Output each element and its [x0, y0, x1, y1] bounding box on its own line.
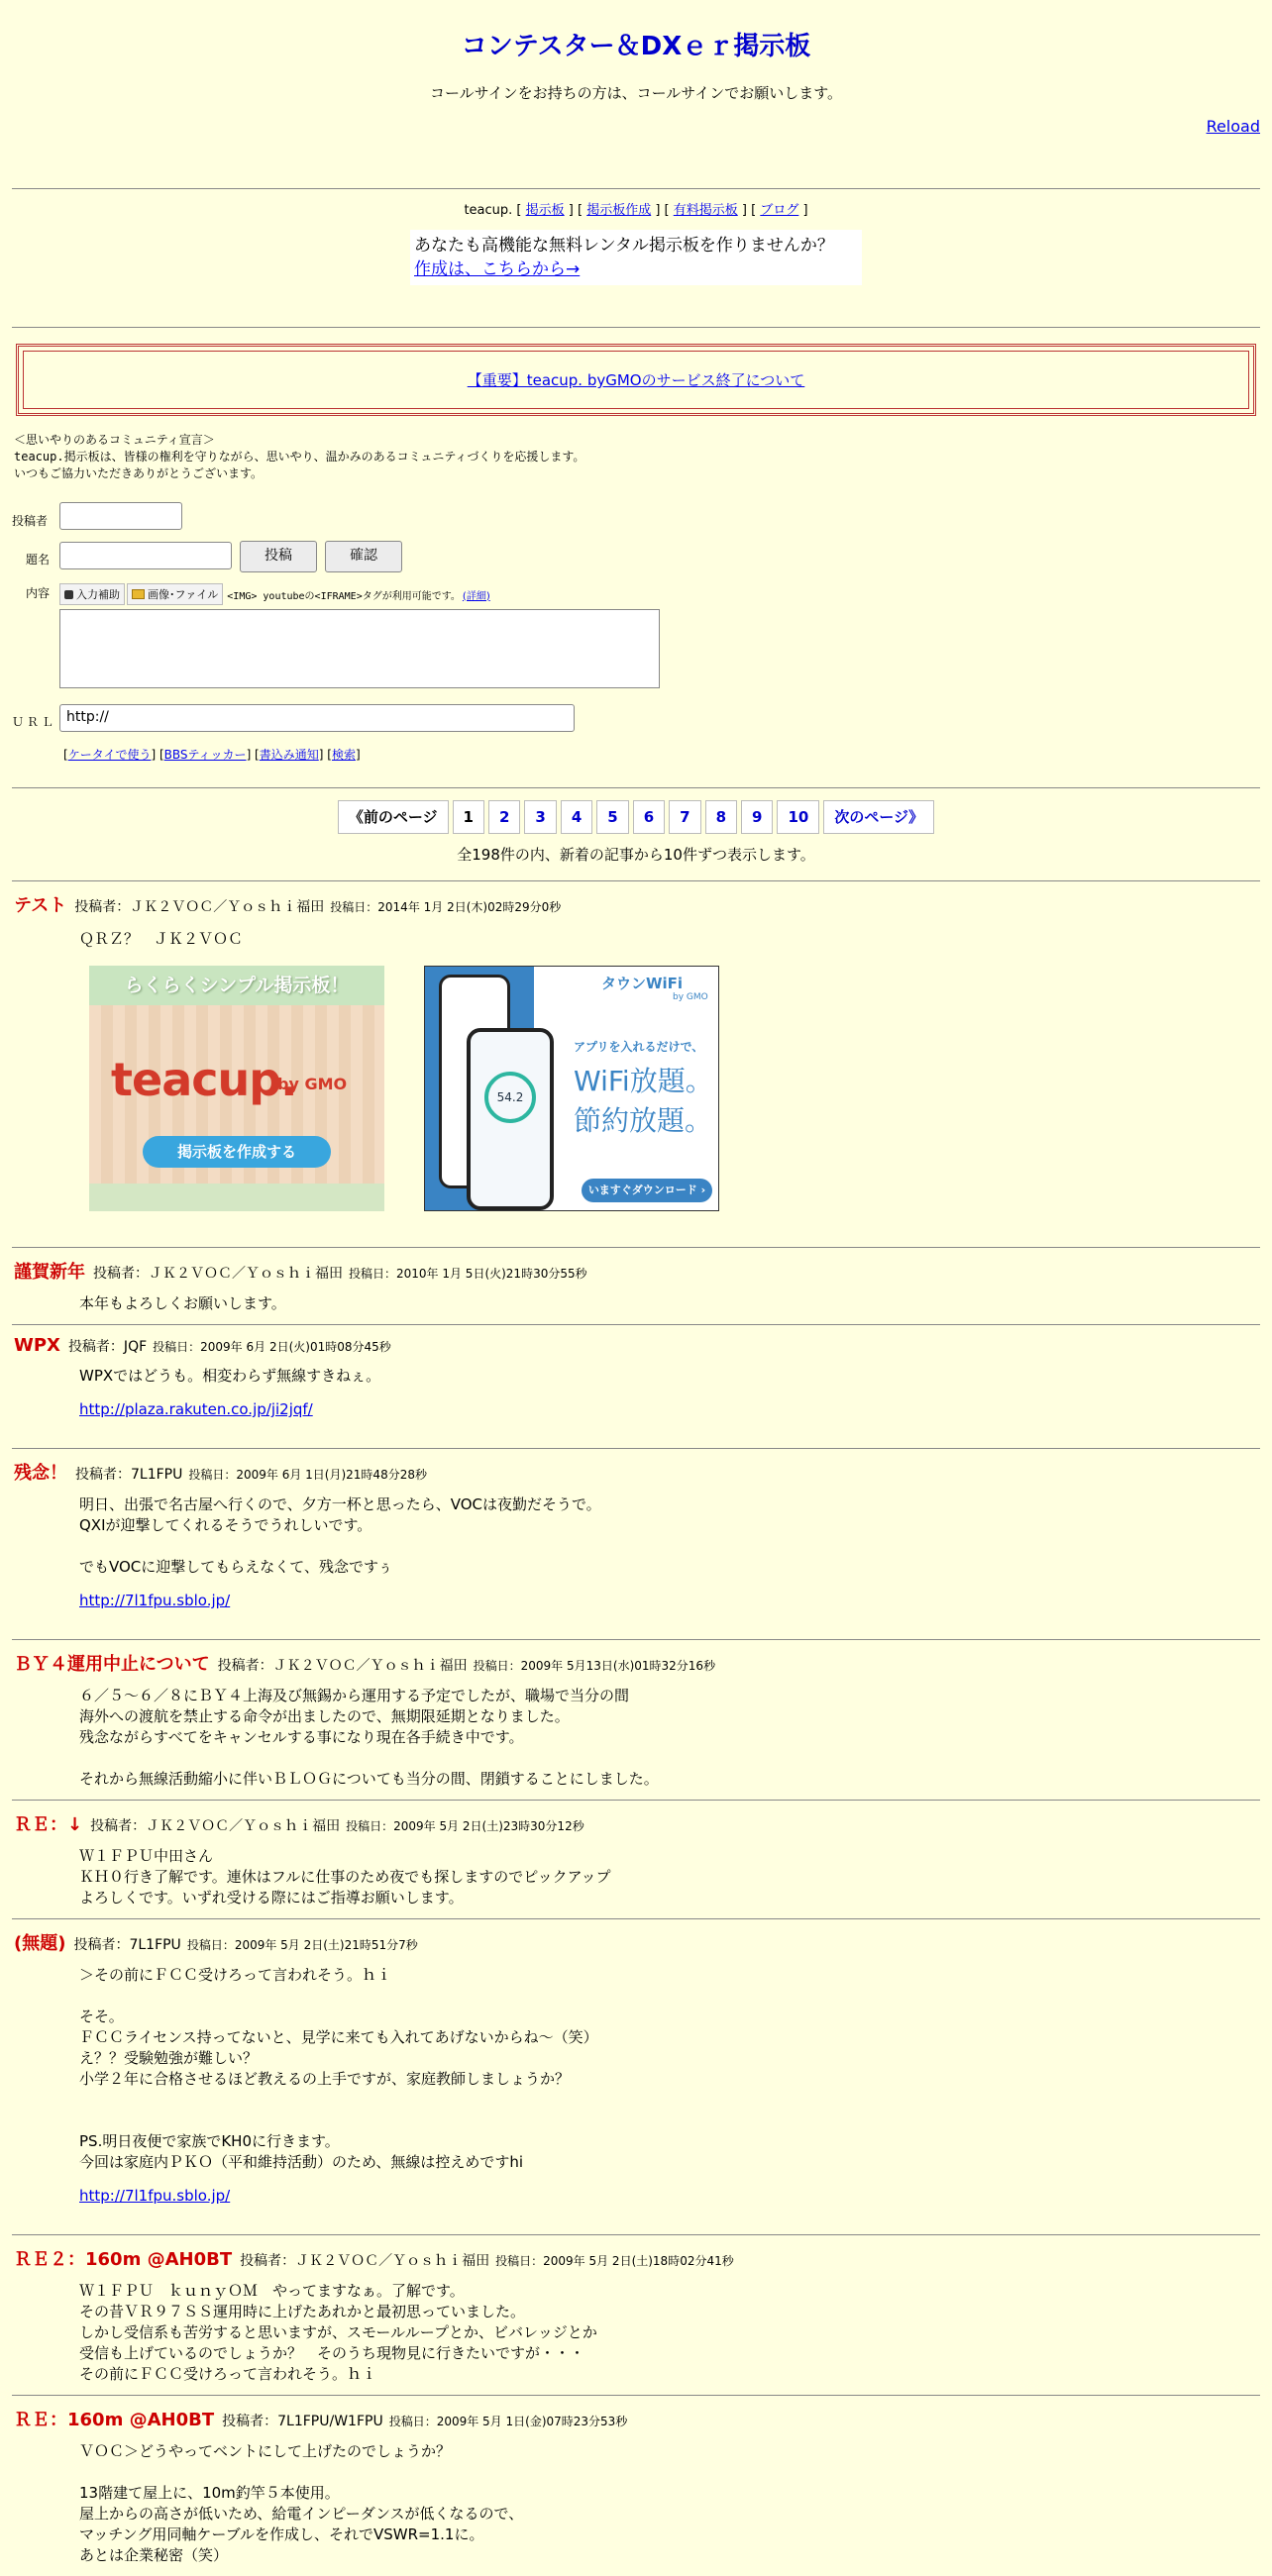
post-body: ＱＲＺ？ ＪＫ２ＶＯＣ	[79, 930, 244, 948]
form-links: [ケータイで使う] [BBSティッカー] [書込み通知] [検索]	[63, 748, 361, 762]
post-author: 投稿者：ＪＫ２ＶＯＣ／Ｙｏｓｈｉ福田	[217, 1658, 468, 1674]
post	[0, 881, 1272, 1247]
declaration-body	[14, 449, 1272, 465]
notify-link[interactable]: 書込み通知	[259, 748, 319, 762]
post-author: 投稿者：7L1FPU	[75, 1467, 183, 1483]
subject-label: 題名	[26, 553, 51, 567]
post-body: WPXではどうも。相変わらず無線すきねぇ。	[79, 1367, 381, 1385]
post-title: ＲＥ：160m @AH0BT	[14, 2410, 215, 2430]
content-textarea[interactable]	[59, 609, 660, 688]
confirm-button[interactable]: 確認	[325, 541, 402, 572]
folder-icon	[132, 589, 145, 599]
post-title: 謹賀新年	[14, 1262, 85, 1283]
declaration-text: 掲示板は、皆様の権利を守りながら、思いやり、温かみのあるコミュニティづくりを応援します。	[63, 450, 585, 464]
author-input[interactable]	[59, 502, 182, 530]
banner-headline: らくらくシンプル掲示板！	[89, 966, 384, 1005]
subject-input[interactable]	[59, 542, 232, 569]
notice-link[interactable]: 【重要】teacup. byGMOのサービス終了について	[467, 371, 805, 389]
post-date: 投稿日：2009年 5月 2日(土)18時02分41秒	[495, 2254, 734, 2268]
post-header	[14, 1459, 1258, 1485]
post	[0, 1449, 1272, 1639]
post-link[interactable]: http://7l1fpu.sblo.jp/	[79, 1592, 231, 1609]
post-title: ＲＥ：↓	[14, 1814, 83, 1835]
editor-toolbar	[59, 583, 490, 605]
next-page-button[interactable]: 次のページ》	[823, 800, 934, 834]
page-6[interactable]: 6	[633, 800, 665, 834]
download-button[interactable]: いますぐダウンロード ›	[582, 1179, 712, 1202]
banner-line-2: WiFi放題。	[574, 1065, 713, 1097]
page-9[interactable]: 9	[741, 800, 773, 834]
declaration-thanks: いつもご協力いただきありがとうございます。	[14, 466, 264, 480]
post	[0, 1325, 1272, 1448]
post-author: 投稿者：7L1FPU	[73, 1937, 181, 1953]
post-link[interactable]: http://plaza.rakuten.co.jp/ji2jqf/	[79, 1400, 313, 1418]
post-title: (無題)	[14, 1933, 66, 1954]
page-10[interactable]: 10	[777, 800, 819, 834]
prev-page-button[interactable]: 《前のページ	[338, 800, 449, 834]
post-title: ＢＹ４運用中止について	[14, 1654, 210, 1675]
author-label: 投稿者	[12, 514, 49, 528]
site-name: teacup.	[464, 203, 513, 218]
post-title: ＲＥ２：160m @AH0BT	[14, 2249, 233, 2270]
detail-link[interactable]: (詳細)	[462, 590, 490, 602]
banner-row	[89, 966, 1258, 1211]
reload-link[interactable]: Reload	[1206, 117, 1260, 136]
post-body: Ｗ１ＦＰＵ中田さん ＫＨ０行き了解です。連休はフルに仕事のため夜でも探しますのでピックアップ よろしくです。いずれ受ける際にはご指導お願いします。	[79, 1847, 611, 1906]
post-body: Ｗ１ＦＰＵ ｋｕｎｙＯＭ やってますなぁ。了解です。 その昔ＶＲ９７ＳＳ運用時に上げたあれかと最初思っていました。 しかし受信系も苦労すると思いますが、スモールループとか、ビバレッジとか 受信も上げているのでしょうか？ そのうち現物見に行きたいですが・・・ その前にＦＣＣ受けろって言われそう。ｈｉ	[79, 2282, 597, 2383]
nav-bbs-link[interactable]: 掲示板	[525, 203, 565, 218]
post-title: 残念！	[14, 1463, 67, 1484]
ad-box	[410, 230, 862, 285]
post-author: 投稿者：JQF	[67, 1339, 148, 1355]
post-form	[0, 482, 1272, 799]
create-board-button[interactable]: 掲示板を作成する	[143, 1136, 331, 1168]
post-header	[14, 1258, 1258, 1284]
post-date: 投稿日：2009年 6月 2日(火)01時08分45秒	[153, 1340, 391, 1354]
page-subtitle: コールサインをお持ちの方は、コールサインでお願いします。	[429, 84, 843, 102]
post-author: 投稿者：ＪＫ２ＶＯＣ／Ｙｏｓｈｉ福田	[240, 2253, 490, 2269]
tag-note: <IMG> youtubeの<IFRAME>タグが利用可能です。	[227, 590, 461, 602]
post-title: WPX	[14, 1335, 60, 1356]
teacup-logo: teacup.	[111, 1053, 297, 1106]
page-2[interactable]: 2	[488, 800, 520, 834]
page-3[interactable]: 3	[524, 800, 556, 834]
search-link[interactable]: 検索	[331, 748, 356, 762]
input-assist-button[interactable]	[59, 583, 125, 605]
page-1[interactable]: 1	[453, 800, 484, 834]
post-body: ＶＯＣ＞どうやってベントにして上げたのでしょうか？ 13階建て屋上に、10m釣竿５本使用。 屋上からの高さが低いため、給電インピーダンスが低くなるので、 マッチング用同軸ケーブルを作成し、それでVSWR=1.1に。 あとは企業秘密（笑）	[79, 2442, 524, 2564]
notice-box	[16, 344, 1256, 416]
post-body: ６／５～６／８にＢＹ４上海及び無錫から運用する予定でしたが、職場で当分の間 海外への渡航を禁止する命令が出ましたので、無期限延期となりました。 残念ながらすべてをキャンセルする事になり現在各手続き中です。 それから無線活動縮小に伴いＢＬＯＧについても当分の間、閉鎖することにしました。	[79, 1687, 659, 1788]
nav-blog-link[interactable]: ブログ	[760, 203, 799, 218]
ticker-link[interactable]: BBSティッカー	[163, 748, 247, 762]
post-title: テスト	[14, 895, 67, 916]
page-7[interactable]: 7	[669, 800, 700, 834]
post-author: 投稿者：ＪＫ２ＶＯＣ／Ｙｏｓｈｉ福田	[90, 1818, 341, 1834]
post-body: ＞その前にＦＣＣ受けろって言われそう。ｈｉ そそ。 ＦＣＣライセンス持ってないと、見学に来ても入れてあげないからね～（笑） え？？受験勉強が難しい？ 小学２年に合格させるほど教えるの上手ですが、家庭教師しましょうか？ PS.明日夜便で家族でKH0に行きます。 今回は家庭内ＰＫＯ（平和維持活動）のため、無線は控えめですhi	[79, 1966, 598, 2171]
post-header	[14, 1650, 1258, 1676]
post-link[interactable]: http://7l1fpu.sblo.jp/	[79, 2187, 231, 2205]
content-label: 内容	[26, 586, 51, 600]
post-header	[14, 1335, 1258, 1356]
post-date: 投稿日：2009年 5月 2日(土)23時30分12秒	[346, 1819, 584, 1833]
image-file-button[interactable]	[127, 583, 223, 605]
post-header	[14, 891, 1258, 917]
post	[0, 2235, 1272, 2395]
townwifi-brand: タウンWiFi	[601, 975, 684, 992]
post-date: 投稿日：2009年 5月 1日(金)07時23分53秒	[388, 2415, 628, 2428]
post-date: 投稿日：2009年 5月13日(水)01時32分16秒	[473, 1659, 716, 1673]
url-input[interactable]: http://	[59, 704, 575, 732]
page-5[interactable]: 5	[596, 800, 628, 834]
post-body: 本年もよろしくお願いします。	[79, 1294, 286, 1312]
post	[0, 1640, 1272, 1800]
post-date: 投稿日：2014年 1月 2日(木)02時29分0秒	[330, 900, 562, 914]
speed-gauge: 54.2	[484, 1072, 536, 1123]
post-author: 投稿者：7L1FPU/W1FPU	[222, 2414, 383, 2429]
post-date: 投稿日：2010年 1月 5日(火)21時30分55秒	[349, 1267, 587, 1281]
post	[0, 2396, 1272, 2576]
image-file-label: 画像･ファイル	[148, 588, 219, 601]
divider	[12, 327, 1260, 328]
post-header	[14, 2245, 1258, 2271]
url-label: ＵＲＬ	[12, 715, 57, 729]
post-header	[14, 1929, 1258, 1955]
ad-create-link[interactable]: 作成は、こちらから→	[414, 259, 581, 279]
banner-line-1: アプリを入れるだけで、	[574, 1040, 704, 1054]
townwifi-brand-sub: by GMO	[673, 992, 708, 1002]
page-8[interactable]: 8	[705, 800, 737, 834]
post-date: 投稿日：2009年 5月 2日(土)21時51分7秒	[186, 1938, 418, 1952]
post-author: 投稿者：ＪＫ２ＶＯＣ／Ｙｏｓｈｉ福田	[74, 899, 325, 915]
mobile-link[interactable]: ケータイで使う	[67, 748, 152, 762]
lock-icon	[64, 590, 73, 599]
declaration-site: teacup.	[14, 450, 64, 464]
phone-front-image	[467, 1028, 554, 1210]
post-date: 投稿日：2009年 6月 1日(月)21時48分28秒	[188, 1468, 427, 1482]
banner-line-3: 節約放題。	[574, 1104, 713, 1137]
pagination	[0, 800, 1272, 834]
page-4[interactable]: 4	[561, 800, 592, 834]
post-header	[14, 1810, 1258, 1836]
top-nav: teacup. [ 掲示板 ] [ 掲示板作成 ] [ 有料掲示板 ] [ ブログ ]	[464, 203, 808, 218]
divider	[12, 188, 1260, 189]
nav-paid-link[interactable]: 有料掲示板	[673, 203, 738, 218]
post-author: 投稿者：ＪＫ２ＶＯＣ／Ｙｏｓｈｉ福田	[93, 1266, 343, 1282]
input-assist-label: 入力補助	[76, 588, 120, 601]
page-title: コンテスター＆DXｅｒ掲示板	[461, 32, 811, 61]
teacup-banner[interactable]	[89, 966, 384, 1211]
post-count: 全198件の内、新着の記事から10件ずつ表示します。	[457, 846, 815, 864]
post-body: 明日、出張で名古屋へ行くので、夕方一杯と思ったら、VOCは夜勤だそうで。 QXIが迎撃してくれるそうでうれしいです。 でもVOCに迎撃してもらえなくて、残念ですぅ	[79, 1495, 601, 1576]
townwifi-banner[interactable]	[424, 966, 719, 1211]
ad-text: あなたも高機能な無料レンタル掲示板を作りませんか？	[414, 236, 834, 256]
community-declaration	[14, 432, 1272, 482]
post	[0, 1248, 1272, 1324]
teacup-logo-sub: by GMO	[277, 1075, 348, 1093]
post-header	[14, 2406, 1258, 2431]
nav-create-link[interactable]: 掲示板作成	[586, 203, 652, 218]
post-button[interactable]: 投稿	[240, 541, 317, 572]
declaration-title: ＜思いやりのあるコミュニティ宣言＞	[14, 433, 215, 447]
post	[0, 1801, 1272, 1918]
post	[0, 1919, 1272, 2234]
